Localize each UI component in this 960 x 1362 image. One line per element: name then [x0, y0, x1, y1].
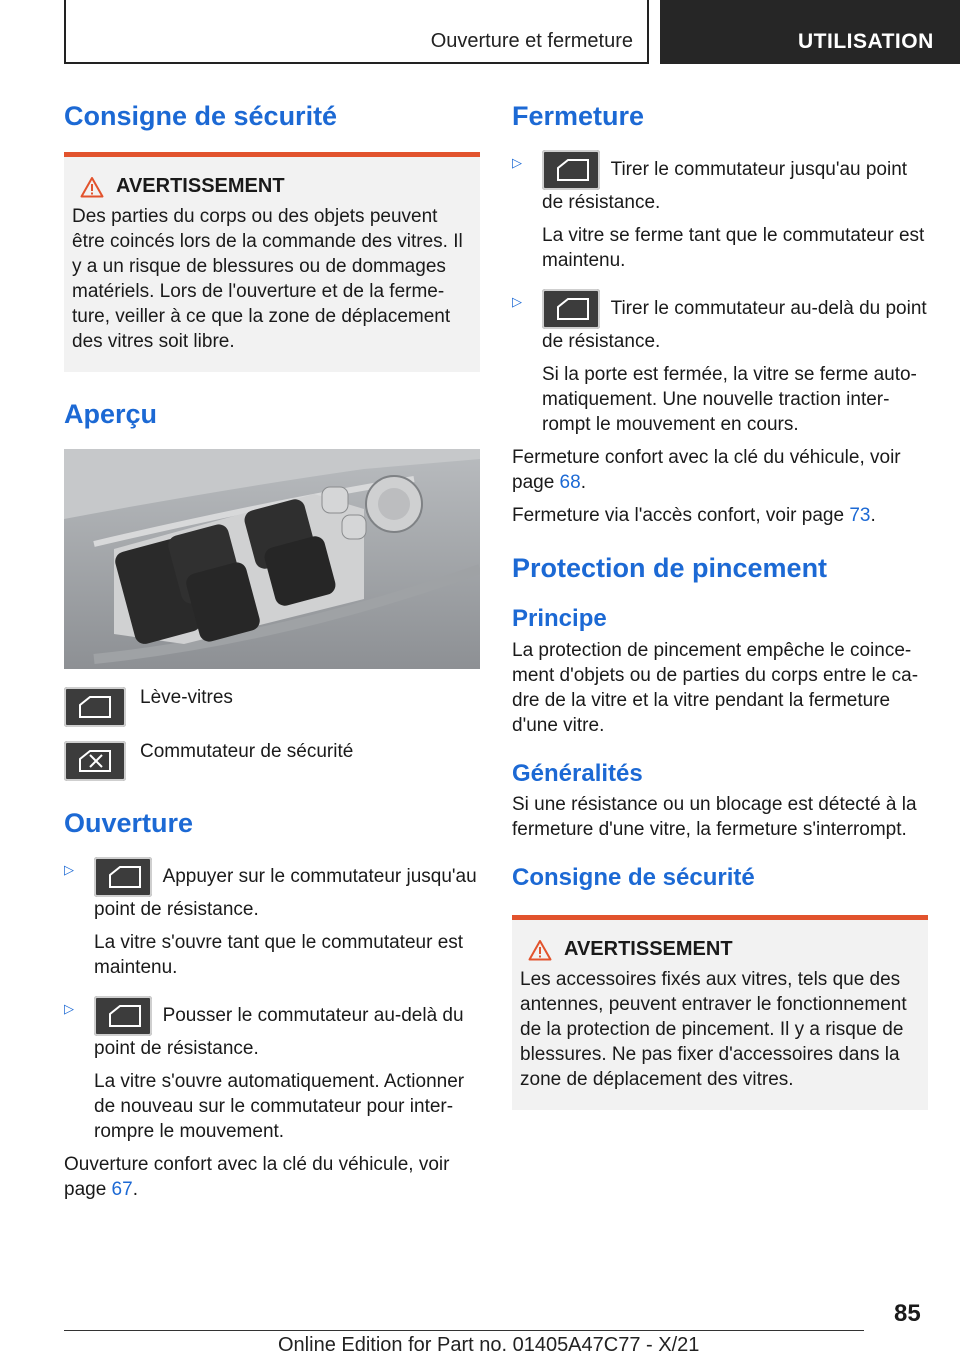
closing-bullet-1 [512, 150, 928, 273]
bullet-triangle-icon: ▷ [512, 294, 522, 310]
pinch-protection-title: Protection de pincement [512, 553, 828, 584]
page-number: 85 [894, 1300, 921, 1327]
opening-step-1-result: La vitre s'ouvre tant que le commutateur est maintenu. [94, 932, 464, 979]
left-column [64, 100, 480, 1202]
door-panel-photo [64, 449, 480, 669]
closing-step-2-result: Si la porte est fermée, la vitre se ferme auto-matiquement. Une nouvelle traction inter-rompt le mouvement en cours. [542, 364, 917, 436]
warning-box-2 [512, 915, 928, 1110]
window-switch-panel-image [64, 449, 480, 669]
warning-text-2: Les accessoires fixés aux vitres, tels que des antennes, peuvent entraver le fonctionnement de la protection de pincement. Il y a risque de blessures. Ne pas fixer d'accessoires dans la zone de déplacement des vitres. [520, 969, 907, 1091]
safety2-title: Consigne de sécurité [512, 864, 755, 892]
opening-step-2-result: La vitre s'ouvre automatiquement. Actionner de nouveau sur le commutateur pour inter-rompre le mouvement. [94, 1071, 465, 1143]
warning-text: Des parties du corps ou des objets peuvent être coincés lors de la commande des vitres. Il y a un risque de blessures ou de dommages matériels. Lors de l'ouverture et de la ferme-ture, veiller à ce que la zone de déplacement des vitres soit libre. [72, 206, 463, 353]
warning-header-2 [528, 938, 920, 961]
legend-label-window-lifter: Lève-vitres [140, 686, 233, 708]
closing-step-2: Tirer le commutateur au-delà du point de résistance. [542, 298, 927, 353]
safety-title: Consigne de sécurité [64, 101, 338, 131]
page-link-68[interactable]: 68 [559, 472, 581, 494]
overview-title: Aperçu [64, 399, 158, 430]
right-column [512, 100, 928, 1110]
footer-divider [64, 1330, 864, 1331]
warning-label: AVERTISSEMENT [116, 175, 285, 198]
closing-step-1: Tirer le commutateur jusqu'au point de résistance. [542, 159, 908, 214]
warning-box [64, 152, 480, 372]
general-title: Généralités [512, 759, 643, 787]
general-text: Si une résistance ou un blocage est détecté à la fermeture d'une vitre, la fermeture s'interrompt. [512, 794, 917, 841]
window-lifter-icon [542, 289, 600, 329]
header-chapter-box [660, 0, 960, 64]
bullet-triangle-icon: ▷ [512, 155, 522, 171]
legend-label-safety-switch: Commutateur de sécurité [140, 740, 354, 762]
warning-triangle-icon [80, 176, 104, 198]
principle-title: Principe [512, 604, 607, 632]
window-lifter-icon [64, 687, 126, 727]
bullet-triangle-icon: ▷ [64, 1001, 74, 1017]
period: . [870, 505, 876, 527]
opening-bullet-2 [64, 996, 480, 1144]
period: . [580, 472, 586, 494]
bullet-triangle-icon: ▷ [64, 862, 74, 878]
opening-comfort-text: Ouverture confort avec la clé du véhicule, voir page [64, 1154, 450, 1201]
closing-comfort-paragraph [512, 445, 928, 495]
closing-bullet-2 [512, 289, 928, 437]
legend-item-safety-switch [64, 741, 480, 781]
legend-item-window-lifter [64, 687, 480, 727]
opening-comfort-paragraph [64, 1152, 480, 1202]
closing-access-paragraph [512, 503, 928, 528]
window-lifter-icon [542, 150, 600, 190]
warning-label-2: AVERTISSEMENT [564, 938, 733, 961]
closing-step-1-result: La vitre se ferme tant que le commutateur est maintenu. [542, 225, 925, 272]
safety-switch-icon [64, 741, 126, 781]
closing-access-text: Fermeture via l'accès confort, voir page [512, 505, 850, 527]
header-chapter-title: UTILISATION [798, 30, 934, 53]
warning-triangle-icon [528, 939, 552, 961]
window-lifter-icon [94, 857, 152, 897]
opening-title: Ouverture [64, 807, 194, 838]
page-link-67[interactable]: 67 [111, 1179, 133, 1201]
principle-text: La protection de pincement empêche le coince-ment d'objets ou de parties du corps entre le ca-dre de la vitre et la vitre pendant la fermeture d'une vitre. [512, 639, 919, 736]
window-lifter-icon [94, 996, 152, 1036]
opening-bullet-1 [64, 857, 480, 980]
opening-step-2: Pousser le commutateur au-delà du point de résistance. [94, 1005, 464, 1060]
edition-text: Online Edition for Part no. 01405A47C77 - X/21 [278, 1334, 700, 1356]
closing-comfort-text: Fermeture confort avec la clé du véhicule, voir page [512, 447, 901, 494]
opening-step-1: Appuyer sur le commutateur jusqu'au point de résistance. [94, 866, 477, 921]
period: . [132, 1179, 138, 1201]
page-link-73[interactable]: 73 [849, 505, 871, 527]
warning-header [80, 175, 472, 198]
header-section-title: Ouverture et fermeture [430, 30, 633, 52]
closing-title: Fermeture [512, 101, 645, 131]
header-section-box [64, 0, 649, 64]
